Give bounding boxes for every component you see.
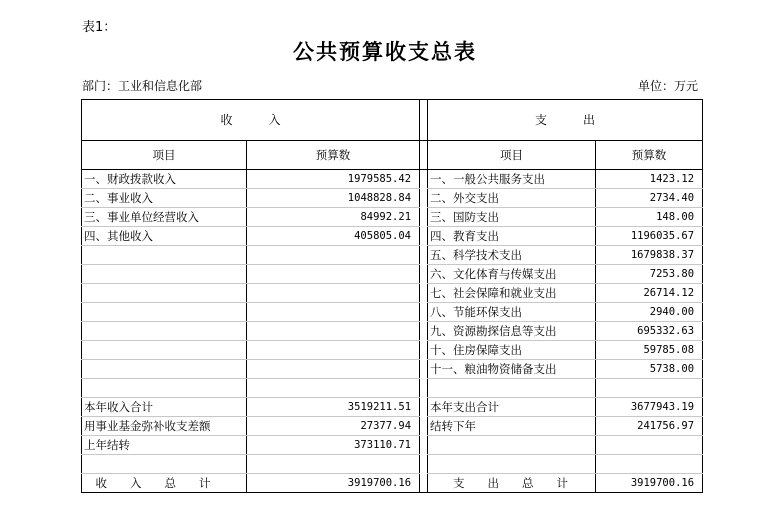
income-section-header: 收 入 bbox=[82, 100, 420, 141]
expense-amount-cell: 3919700.16 bbox=[596, 474, 703, 493]
income-item-cell: 本年收入合计 bbox=[82, 398, 247, 417]
income-item-cell: 用事业基金弥补收支差额 bbox=[82, 417, 247, 436]
expense-amount-cell: 3677943.19 bbox=[596, 398, 703, 417]
expense-item-cell: 二、外交支出 bbox=[428, 189, 596, 208]
expense-item-cell: 结转下年 bbox=[428, 417, 596, 436]
expense-amount-cell: 241756.97 bbox=[596, 417, 703, 436]
table-row bbox=[82, 341, 703, 360]
income-amount-cell bbox=[247, 455, 420, 474]
income-amount-cell: 405805.04 bbox=[247, 227, 420, 246]
col-header-income-amount: 预算数 bbox=[247, 141, 420, 170]
expense-item-cell: 九、资源勘探信息等支出 bbox=[428, 322, 596, 341]
table-row bbox=[82, 360, 703, 379]
table-row bbox=[82, 265, 703, 284]
expense-item-cell: 六、文化体育与传媒支出 bbox=[428, 265, 596, 284]
income-amount-cell bbox=[247, 303, 420, 322]
expense-amount-cell bbox=[596, 455, 703, 474]
expense-item-cell: 一、一般公共服务支出 bbox=[428, 170, 596, 189]
expense-amount-cell: 1679838.37 bbox=[596, 246, 703, 265]
income-amount-cell: 3919700.16 bbox=[247, 474, 420, 493]
col-header-expense-item: 项目 bbox=[428, 141, 596, 170]
page-title: 公共预算收支总表 bbox=[293, 39, 477, 64]
table-row bbox=[82, 379, 703, 398]
table-row bbox=[82, 189, 703, 208]
unit-label: 单位：万元 bbox=[637, 79, 698, 93]
income-amount-cell bbox=[247, 246, 420, 265]
col-header-income-item: 项目 bbox=[82, 141, 247, 170]
income-item-cell bbox=[82, 455, 247, 474]
income-item-cell bbox=[82, 303, 247, 322]
income-amount-cell: 3519211.51 bbox=[247, 398, 420, 417]
income-item-cell bbox=[82, 246, 247, 265]
expense-item-cell: 五、科学技术支出 bbox=[428, 246, 596, 265]
income-amount-cell bbox=[247, 265, 420, 284]
income-item-cell bbox=[82, 265, 247, 284]
table-row bbox=[82, 398, 703, 417]
expense-item-cell: 本年支出合计 bbox=[428, 398, 596, 417]
income-amount-cell bbox=[247, 379, 420, 398]
expense-item-cell: 八、节能环保支出 bbox=[428, 303, 596, 322]
income-item-cell bbox=[82, 379, 247, 398]
income-item-cell: 收 入 总 计 bbox=[82, 474, 247, 493]
table-row bbox=[82, 474, 703, 493]
income-amount-cell bbox=[247, 341, 420, 360]
col-header-expense-amount: 预算数 bbox=[596, 141, 703, 170]
expense-section-header: 支 出 bbox=[428, 100, 703, 141]
income-item-cell: 上年结转 bbox=[82, 436, 247, 455]
table-row bbox=[82, 246, 703, 265]
expense-amount-cell bbox=[596, 379, 703, 398]
income-amount-cell: 1979585.42 bbox=[247, 170, 420, 189]
table-row bbox=[82, 284, 703, 303]
income-amount-cell: 373110.71 bbox=[247, 436, 420, 455]
table-row bbox=[82, 455, 703, 474]
income-item-cell bbox=[82, 322, 247, 341]
expense-item-cell: 七、社会保障和就业支出 bbox=[428, 284, 596, 303]
income-item-cell: 四、其他收入 bbox=[82, 227, 247, 246]
expense-amount-cell: 5738.00 bbox=[596, 360, 703, 379]
table-row bbox=[82, 208, 703, 227]
income-amount-cell: 27377.94 bbox=[247, 417, 420, 436]
department-label: 部门：工业和信息化部 bbox=[82, 79, 203, 93]
income-item-cell: 三、事业单位经营收入 bbox=[82, 208, 247, 227]
expense-amount-cell: 2940.00 bbox=[596, 303, 703, 322]
expense-item-cell: 四、教育支出 bbox=[428, 227, 596, 246]
income-item-cell: 二、事业收入 bbox=[82, 189, 247, 208]
table-row bbox=[82, 303, 703, 322]
section-header-row bbox=[82, 100, 703, 141]
income-amount-cell: 1048828.84 bbox=[247, 189, 420, 208]
expense-item-cell: 支 出 总 计 bbox=[428, 474, 596, 493]
expense-item-cell bbox=[428, 379, 596, 398]
income-item-cell bbox=[82, 360, 247, 379]
table-row bbox=[82, 436, 703, 455]
expense-amount-cell: 26714.12 bbox=[596, 284, 703, 303]
table-row bbox=[82, 417, 703, 436]
table-label: 表1： bbox=[82, 20, 117, 35]
income-amount-cell bbox=[247, 284, 420, 303]
expense-item-cell: 十一、粮油物资储备支出 bbox=[428, 360, 596, 379]
expense-item-cell: 十、住房保障支出 bbox=[428, 341, 596, 360]
income-item-cell bbox=[82, 284, 247, 303]
expense-amount-cell: 1196035.67 bbox=[596, 227, 703, 246]
income-item-cell bbox=[82, 341, 247, 360]
expense-item-cell bbox=[428, 436, 596, 455]
expense-amount-cell: 1423.12 bbox=[596, 170, 703, 189]
expense-amount-cell: 695332.63 bbox=[596, 322, 703, 341]
table-row bbox=[82, 227, 703, 246]
expense-amount-cell bbox=[596, 436, 703, 455]
income-item-cell: 一、财政拨款收入 bbox=[82, 170, 247, 189]
expense-amount-cell: 148.00 bbox=[596, 208, 703, 227]
income-amount-cell bbox=[247, 322, 420, 341]
income-amount-cell: 84992.21 bbox=[247, 208, 420, 227]
column-header-row bbox=[82, 141, 703, 170]
expense-item-cell: 三、国防支出 bbox=[428, 208, 596, 227]
table-row bbox=[82, 170, 703, 189]
income-amount-cell bbox=[247, 360, 420, 379]
budget-table bbox=[81, 99, 703, 493]
table-row bbox=[82, 322, 703, 341]
expense-amount-cell: 59785.08 bbox=[596, 341, 703, 360]
expense-amount-cell: 7253.80 bbox=[596, 265, 703, 284]
expense-amount-cell: 2734.40 bbox=[596, 189, 703, 208]
expense-item-cell bbox=[428, 455, 596, 474]
